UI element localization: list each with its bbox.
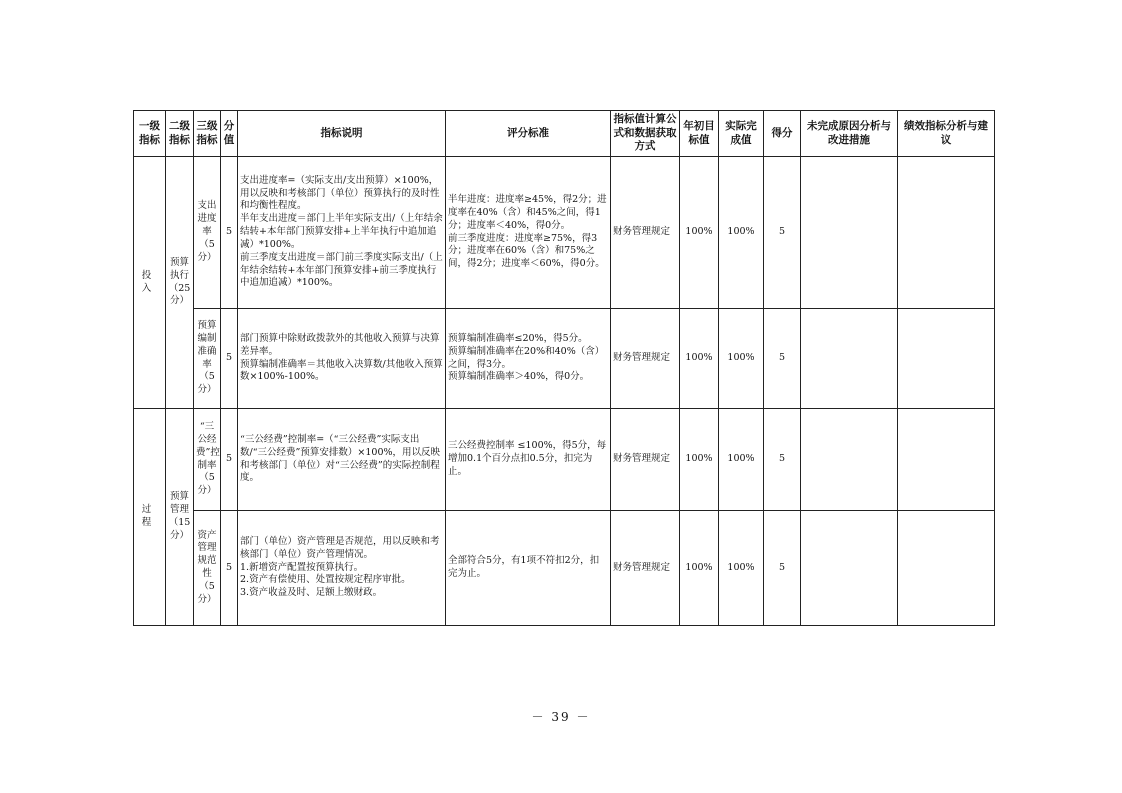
header-method: 指标值计算公式和数据获取方式 [611,111,680,157]
reasons-cell [801,409,898,511]
level3-cell: 资产管理规范性（5分） [194,511,221,626]
target-cell: 100% [680,409,719,511]
header-level2: 二级指标 [166,111,194,157]
criteria-line: 预算编制准确率＞40%，得0分。 [448,371,590,383]
header-score-value: 分值 [221,111,238,157]
score-value-cell: 5 [221,309,238,409]
header-suggestions: 绩效指标分析与建议 [898,111,995,157]
method-cell: 财务管理规定 [611,511,680,626]
criteria-cell [446,309,611,409]
header-score: 得分 [764,111,801,157]
level1-cell: 投入 [134,157,166,409]
header-row [134,111,995,157]
level3-cell: 支出进度率（5分） [194,157,221,309]
description-cell [238,157,446,309]
suggestions-cell [898,157,995,309]
table-row [134,309,995,409]
header-target: 年初目标值 [680,111,719,157]
score-value-cell: 5 [221,511,238,626]
actual-cell: 100% [719,511,764,626]
header-level1: 一级指标 [134,111,166,157]
description-cell [238,309,446,409]
criteria-line: 预算编制准确率在20%和40%（含）之间，得3分。 [448,345,605,370]
description-line: 支出进度率=（实际支出/支出预算）×100%，用以反映和考核部门（单位）预算执行的及时性和均衡性程度。 [240,174,440,212]
score-cell: 5 [764,511,801,626]
header-actual: 实际完成值 [719,111,764,157]
description-line: 预算编制准确率＝其他收入决算数/其他收入预算数×100%-100%。 [240,358,443,383]
description-line: 半年支出进度＝部门上半年实际支出/（上年结余结转+本年部门预算安排+上半年执行中追加追减）*100%。 [240,213,443,250]
criteria-line: 预算编制准确率≤20%，得5分。 [448,332,588,344]
table-row [134,511,995,626]
score-cell: 5 [764,157,801,309]
header-criteria: 评分标准 [446,111,611,157]
score-value-cell: 5 [221,409,238,511]
reasons-cell [801,511,898,626]
performance-table [133,110,995,626]
target-cell: 100% [680,511,719,626]
table-row [134,409,995,511]
criteria-cell [446,511,611,626]
level3-cell: 预算编制准确率（5分） [194,309,221,409]
description-line: 2.资产有偿使用、处置按规定程序审批。 [240,574,411,586]
description-cell [238,409,446,511]
criteria-cell [446,409,611,511]
actual-cell: 100% [719,409,764,511]
description-line: 1.新增资产配置按预算执行。 [240,561,364,573]
target-cell: 100% [680,309,719,409]
target-cell: 100% [680,157,719,309]
description-cell [238,511,446,626]
level1-cell: 过程 [134,409,166,626]
header-description: 指标说明 [238,111,446,157]
level3-cell: “三公经费”控制率（5分） [194,409,221,511]
level2-cell: 预算管理（15分） [166,409,194,626]
method-cell: 财务管理规定 [611,409,680,511]
reasons-cell [801,309,898,409]
score-cell: 5 [764,309,801,409]
reasons-cell [801,157,898,309]
suggestions-cell [898,409,995,511]
actual-cell: 100% [719,309,764,409]
description-line: 3.资产收益及时、足额上缴财政。 [240,587,383,599]
actual-cell: 100% [719,157,764,309]
description-line: 部门预算中除财政拨款外的其他收入预算与决算差异率。 [240,332,440,357]
score-value-cell: 5 [221,157,238,309]
method-cell: 财务管理规定 [611,157,680,309]
table-row [134,157,995,309]
description-line: 部门（单位）资产管理是否规范，用以反映和考核部门（单位）资产管理情况。 [240,535,440,560]
description-line: “三公经费”控制率=（“三公经费”实际支出数/“三公经费”预算安排数）×100%，用以反映和考核部门（单位）对“三公经费”的实际控制程度。 [240,433,441,484]
description-line: 前三季度支出进度＝部门前三季度实际支出/（上年结余结转+本年部门预算安排+前三季度执行中追加追减）*100%。 [240,251,443,289]
header-level3: 三级指标 [194,111,221,157]
suggestions-cell [898,511,995,626]
criteria-cell [446,157,611,309]
header-reasons: 未完成原因分析与改进措施 [801,111,898,157]
page-number: － 39 － [531,710,591,724]
criteria-line: 前三季度进度：进度率≥75%，得3分；进度率在60%（含）和75%之间，得2分；进度率＜60%，得0分。 [448,232,605,270]
level2-cell: 预算执行（25分） [166,157,194,409]
score-cell: 5 [764,409,801,511]
criteria-line: 全部符合5分，有1项不符扣2分，扣完为止。 [448,555,600,579]
criteria-line: 三公经费控制率 ≤100%，得5分，每增加0.1个百分点扣0.5分，扣完为止。 [448,440,607,477]
method-cell: 财务管理规定 [611,309,680,409]
criteria-line: 半年进度：进度率≥45%，得2分；进度率在40%（含）和45%之间，得1分；进度率＜40%，得0分。 [448,194,607,231]
suggestions-cell [898,309,995,409]
